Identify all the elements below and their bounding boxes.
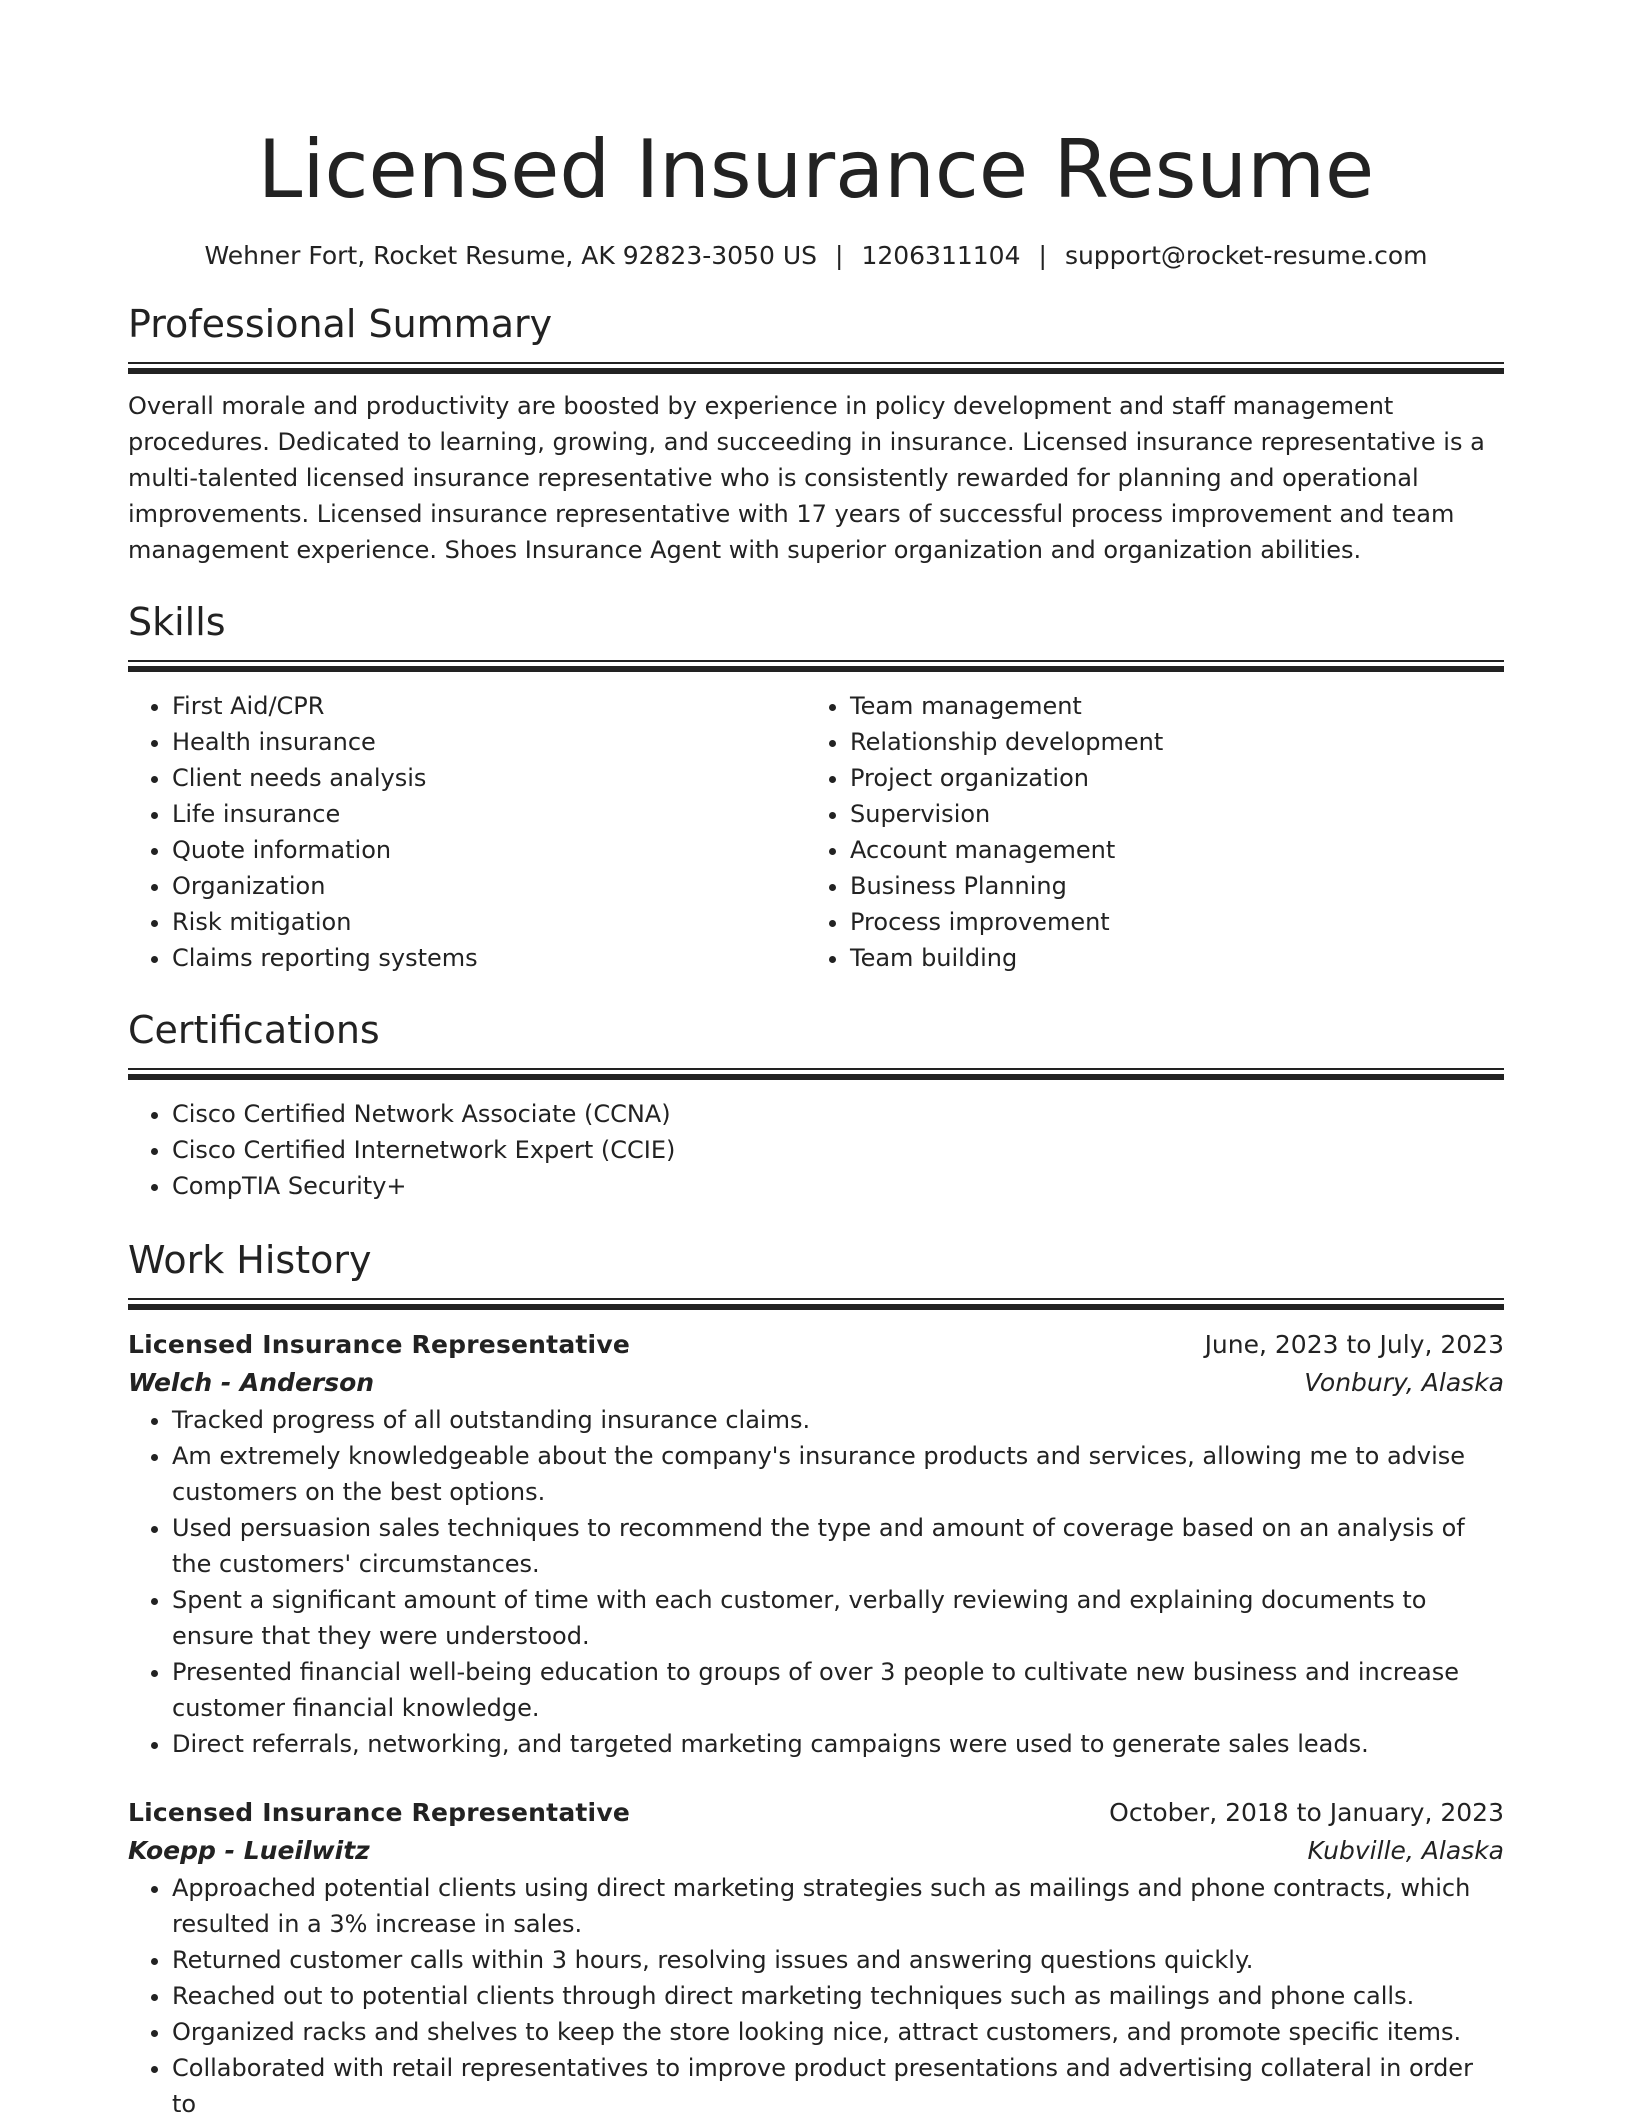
job-subheader [128,1832,1504,1870]
certifications-list [128,1096,1504,1204]
work-history-section [128,1236,1504,2122]
skills-list-left [128,688,806,976]
job-entry [128,1794,1504,2122]
contact-separator: | [1038,241,1047,270]
list-item: • Collaborated with retail representatives to improve product presentations and advertising collateral in order to [172,2050,1504,2122]
resume-page [128,0,1504,2122]
section-title-certifications: Certifications [128,1008,380,1052]
list-item: • Used persuasion sales techniques to recommend the type and amount of coverage based on an analysis of the customers' circumstances. [172,1510,1504,1582]
list-item: • Cisco Certified Network Associate (CCNA) [172,1096,1504,1132]
contact-separator: | [835,241,844,270]
skills-column-right [806,688,1484,976]
list-item: • Team management [850,688,1484,724]
job-bullets [128,1402,1504,1762]
list-item: • Life insurance [172,796,806,832]
list-item: • Health insurance [172,724,806,760]
job-header [128,1794,1504,1832]
job-header [128,1326,1504,1364]
list-item: • Process improvement [850,904,1484,940]
skills-section [128,598,1504,976]
list-item: • Reached out to potential clients through direct marketing techniques such as mailings and phone calls. [172,1978,1504,2014]
job-entry [128,1326,1504,1762]
list-item: • Quote information [172,832,806,868]
section-divider [128,362,1504,374]
list-item: • Organization [172,868,806,904]
job-dates: October, 2018 to January, 2023 [1109,1798,1504,1827]
list-item: • CompTIA Security+ [172,1168,1504,1204]
section-divider [128,1298,1504,1310]
skills-column-left [128,688,806,976]
job-location: Kubville, Alaska [1307,1836,1504,1865]
section-divider [128,1068,1504,1080]
skills-list-right [806,688,1484,976]
job-company: Welch - Anderson [128,1368,375,1397]
job-title: Licensed Insurance Representative [128,1330,630,1359]
contact-phone: 1206311104 [861,241,1021,270]
list-item: • Organized racks and shelves to keep the store looking nice, attract customers, and promote specific items. [172,2014,1504,2050]
job-bullets [128,1870,1504,2122]
list-item: • Team building [850,940,1484,976]
list-item: • Relationship development [850,724,1484,760]
summary-section [128,300,1504,568]
list-item: • Supervision [850,796,1484,832]
job-company: Koepp - Lueilwitz [128,1836,370,1865]
section-title-work-history: Work History [128,1238,372,1282]
skills-columns [128,688,1504,976]
list-item: • Spent a significant amount of time with each customer, verbally reviewing and explaining documents to ensure that they were understood. [172,1582,1504,1654]
job-dates: June, 2023 to July, 2023 [1204,1330,1504,1359]
job-subheader [128,1364,1504,1402]
list-item: • Claims reporting systems [172,940,806,976]
section-divider [128,660,1504,672]
section-title-summary: Professional Summary [128,302,553,346]
contact-email: support@rocket-resume.com [1064,241,1428,270]
job-title: Licensed Insurance Representative [128,1798,630,1827]
list-item: • Approached potential clients using direct marketing strategies such as mailings and phone contracts, which resulted in a 3% increase in sales. [172,1870,1504,1942]
list-item: • Risk mitigation [172,904,806,940]
list-item: • Business Planning [850,868,1484,904]
list-item: • First Aid/CPR [172,688,806,724]
summary-text: Overall morale and productivity are boosted by experience in policy development and staff management procedures. Dedicated to learning, growing, and succeeding in insurance. Licensed insurance representative is a multi-talented licensed insurance representative who is consistently rewarded for planning and operational improvements. Licensed insurance representative with 17 years of successful process improvement and team management experience. Shoes Insurance Agent with superior organization and organization abilities. [128,392,1485,564]
resume-title: Licensed Insurance Resume [257,123,1375,216]
job-location: Vonbury, Alaska [1304,1368,1504,1397]
list-item: • Direct referrals, networking, and targeted marketing campaigns were used to generate sales leads. [172,1726,1504,1762]
contact-line [128,238,1504,274]
certifications-section [128,1006,1504,1204]
list-item: • Cisco Certified Internetwork Expert (CCIE) [172,1132,1504,1168]
list-item: • Tracked progress of all outstanding insurance claims. [172,1402,1504,1438]
section-title-skills: Skills [128,600,226,644]
list-item: • Client needs analysis [172,760,806,796]
list-item: • Am extremely knowledgeable about the company's insurance products and services, allowing me to advise customers on the best options. [172,1438,1504,1510]
list-item: • Presented financial well-being education to groups of over 3 people to cultivate new business and increase customer financial knowledge. [172,1654,1504,1726]
list-item: • Project organization [850,760,1484,796]
list-item: • Account management [850,832,1484,868]
list-item: • Returned customer calls within 3 hours, resolving issues and answering questions quickly. [172,1942,1504,1978]
contact-address: Wehner Fort, Rocket Resume, AK 92823-3050 US [204,241,817,270]
